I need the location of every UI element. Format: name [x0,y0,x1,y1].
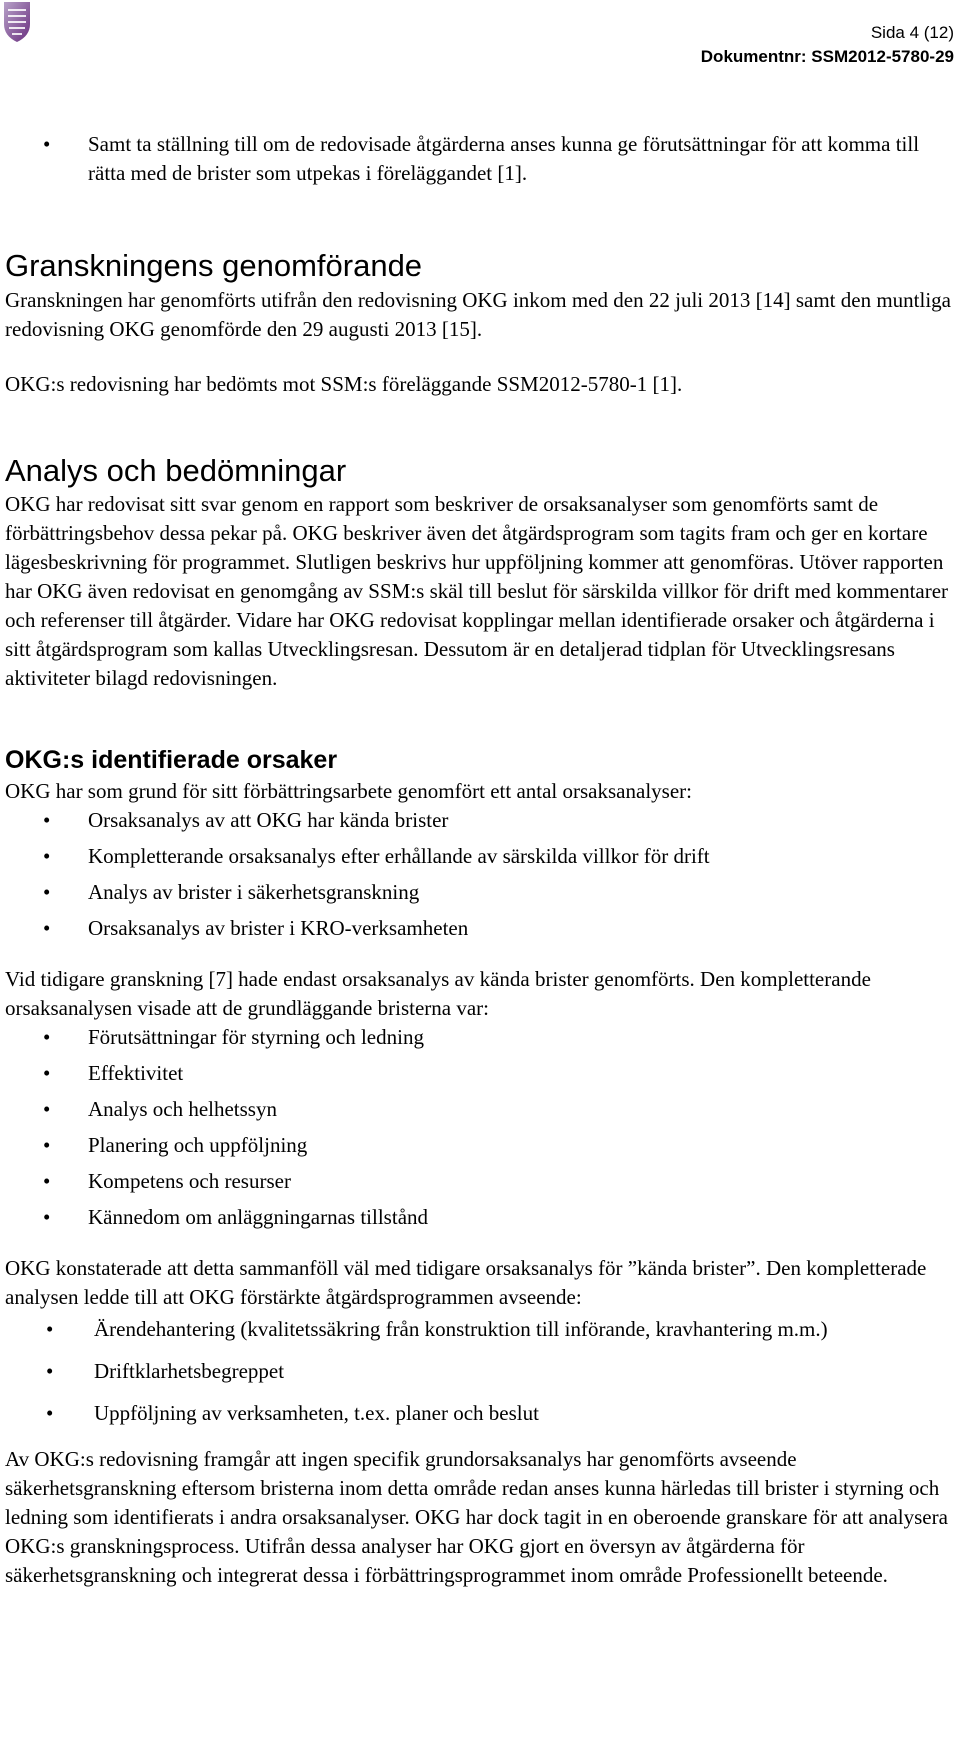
paragraph: OKG har redovisat sitt svar genom en rapport som beskriver de orsaksanalyser som genomförts samt de förbättringsbehov dessa pekar på. OKG beskriver även det åtgärdsprogram som tagits fram och ger en kortare lägesbeskrivning för programmet. Slutligen beskrivs hur uppföljning kommer att genomföras. Utöver rapporten har OKG även redovisat en genomgång av SSM:s skäl till beslut för särskilda villkor för drift med kommentarer och referenser till åtgärder. Vidare har OKG redovisat kopplingar mellan identifierade orsaker och åtgärderna i sitt åtgärdsprogram som kallas Utvecklingsresan. Dessutom är en detaljerad tidplan för Utvecklingsresans aktiviteter bilagd redovisningen. [5,492,949,690]
document-number: Dokumentnr: SSM2012-5780-29 [700,47,954,66]
paragraph: OKG:s redovisning har bedömts mot SSM:s föreläggande SSM2012-5780-1 [1]. [5,372,683,396]
list-item: • Förutsättningar för styrning och ledning [5,1023,955,1052]
list-item: • Orsaksanalys av att OKG har kända brister [5,806,955,835]
list-item: • Kännedom om anläggningarnas tillstånd [5,1203,955,1232]
list-item: • Planering och uppföljning [5,1131,955,1160]
paragraph: OKG har som grund för sitt förbättringsarbete genomfört ett antal orsaksanalyser: [5,779,692,803]
section-heading-analys: Analys och bedömningar [5,453,347,488]
paragraph: OKG konstaterade att detta sammanföll väl med tidigare orsaksanalys för ”kända brister”. Den kompletterade analysen ledde till att OKG förstärkte åtgärdsprogrammen avseende: [5,1256,927,1309]
paragraph: Granskningen har genomförts utifrån den redovisning OKG inkom med den 22 juli 2013 [14] samt den muntliga redovisning OKG genomförde den 29 augusti 2013 [15]. [5,288,951,341]
list-item: • Orsaksanalys av brister i KRO-verksamheten [5,914,955,943]
list-item: • Ärendehantering (kvalitetssäkring från konstruktion till införande, kravhantering m.m.) [5,1312,955,1347]
list-item: • Effektivitet [5,1059,955,1088]
list-item: • Samt ta ställning till om de redovisade åtgärderna anses kunna ge förutsättningar för att komma till rätta med de brister som utpekas i föreläggandet [1]. [5,130,955,188]
list-item: • Kompetens och resurser [5,1167,955,1196]
paragraph: Vid tidigare granskning [7] hade endast orsaksanalys av kända brister genomförts. Den kompletterande orsaksanalysen visade att de grundläggande bristerna var: [5,967,871,1020]
page-number: Sida 4 (12) [870,23,954,42]
analyses-list [5,806,955,943]
list-item: • Uppföljning av verksamheten, t.ex. planer och beslut [5,1396,955,1431]
strengthened-programs-list [5,1312,955,1431]
list-item: • Analys av brister i säkerhetsgranskning [5,878,955,907]
paragraph: Av OKG:s redovisning framgår att ingen specifik grundorsaksanalys har genomförts avseende säkerhetsgranskning eftersom bristerna inom detta område redan anses kunna härledas till brister i styrning och ledning som identifierats i andra orsaksanalyser. OKG har dock tagit in en oberoende granskare för att analysera OKG:s granskningsprocess. Utifrån dessa analyser har OKG gjort en översyn av åtgärderna för säkerhetsgranskning och integrerat dessa i förbättringsprogrammet inom område Professionellt beteende. [5,1447,948,1587]
ssm-shield-logo-icon [0,0,34,44]
intro-bullet-list [5,130,955,188]
section-heading-orsaker: OKG:s identifierade orsaker [5,746,338,774]
basic-deficiencies-list [5,1023,955,1232]
list-item: • Analys och helhetssyn [5,1095,955,1124]
list-item: • Kompletterande orsaksanalys efter erhållande av särskilda villkor för drift [5,842,955,871]
section-heading-genomforande: Granskningens genomförande [5,248,423,283]
list-item: • Driftklarhetsbegreppet [5,1354,955,1389]
document-body [5,130,955,1590]
